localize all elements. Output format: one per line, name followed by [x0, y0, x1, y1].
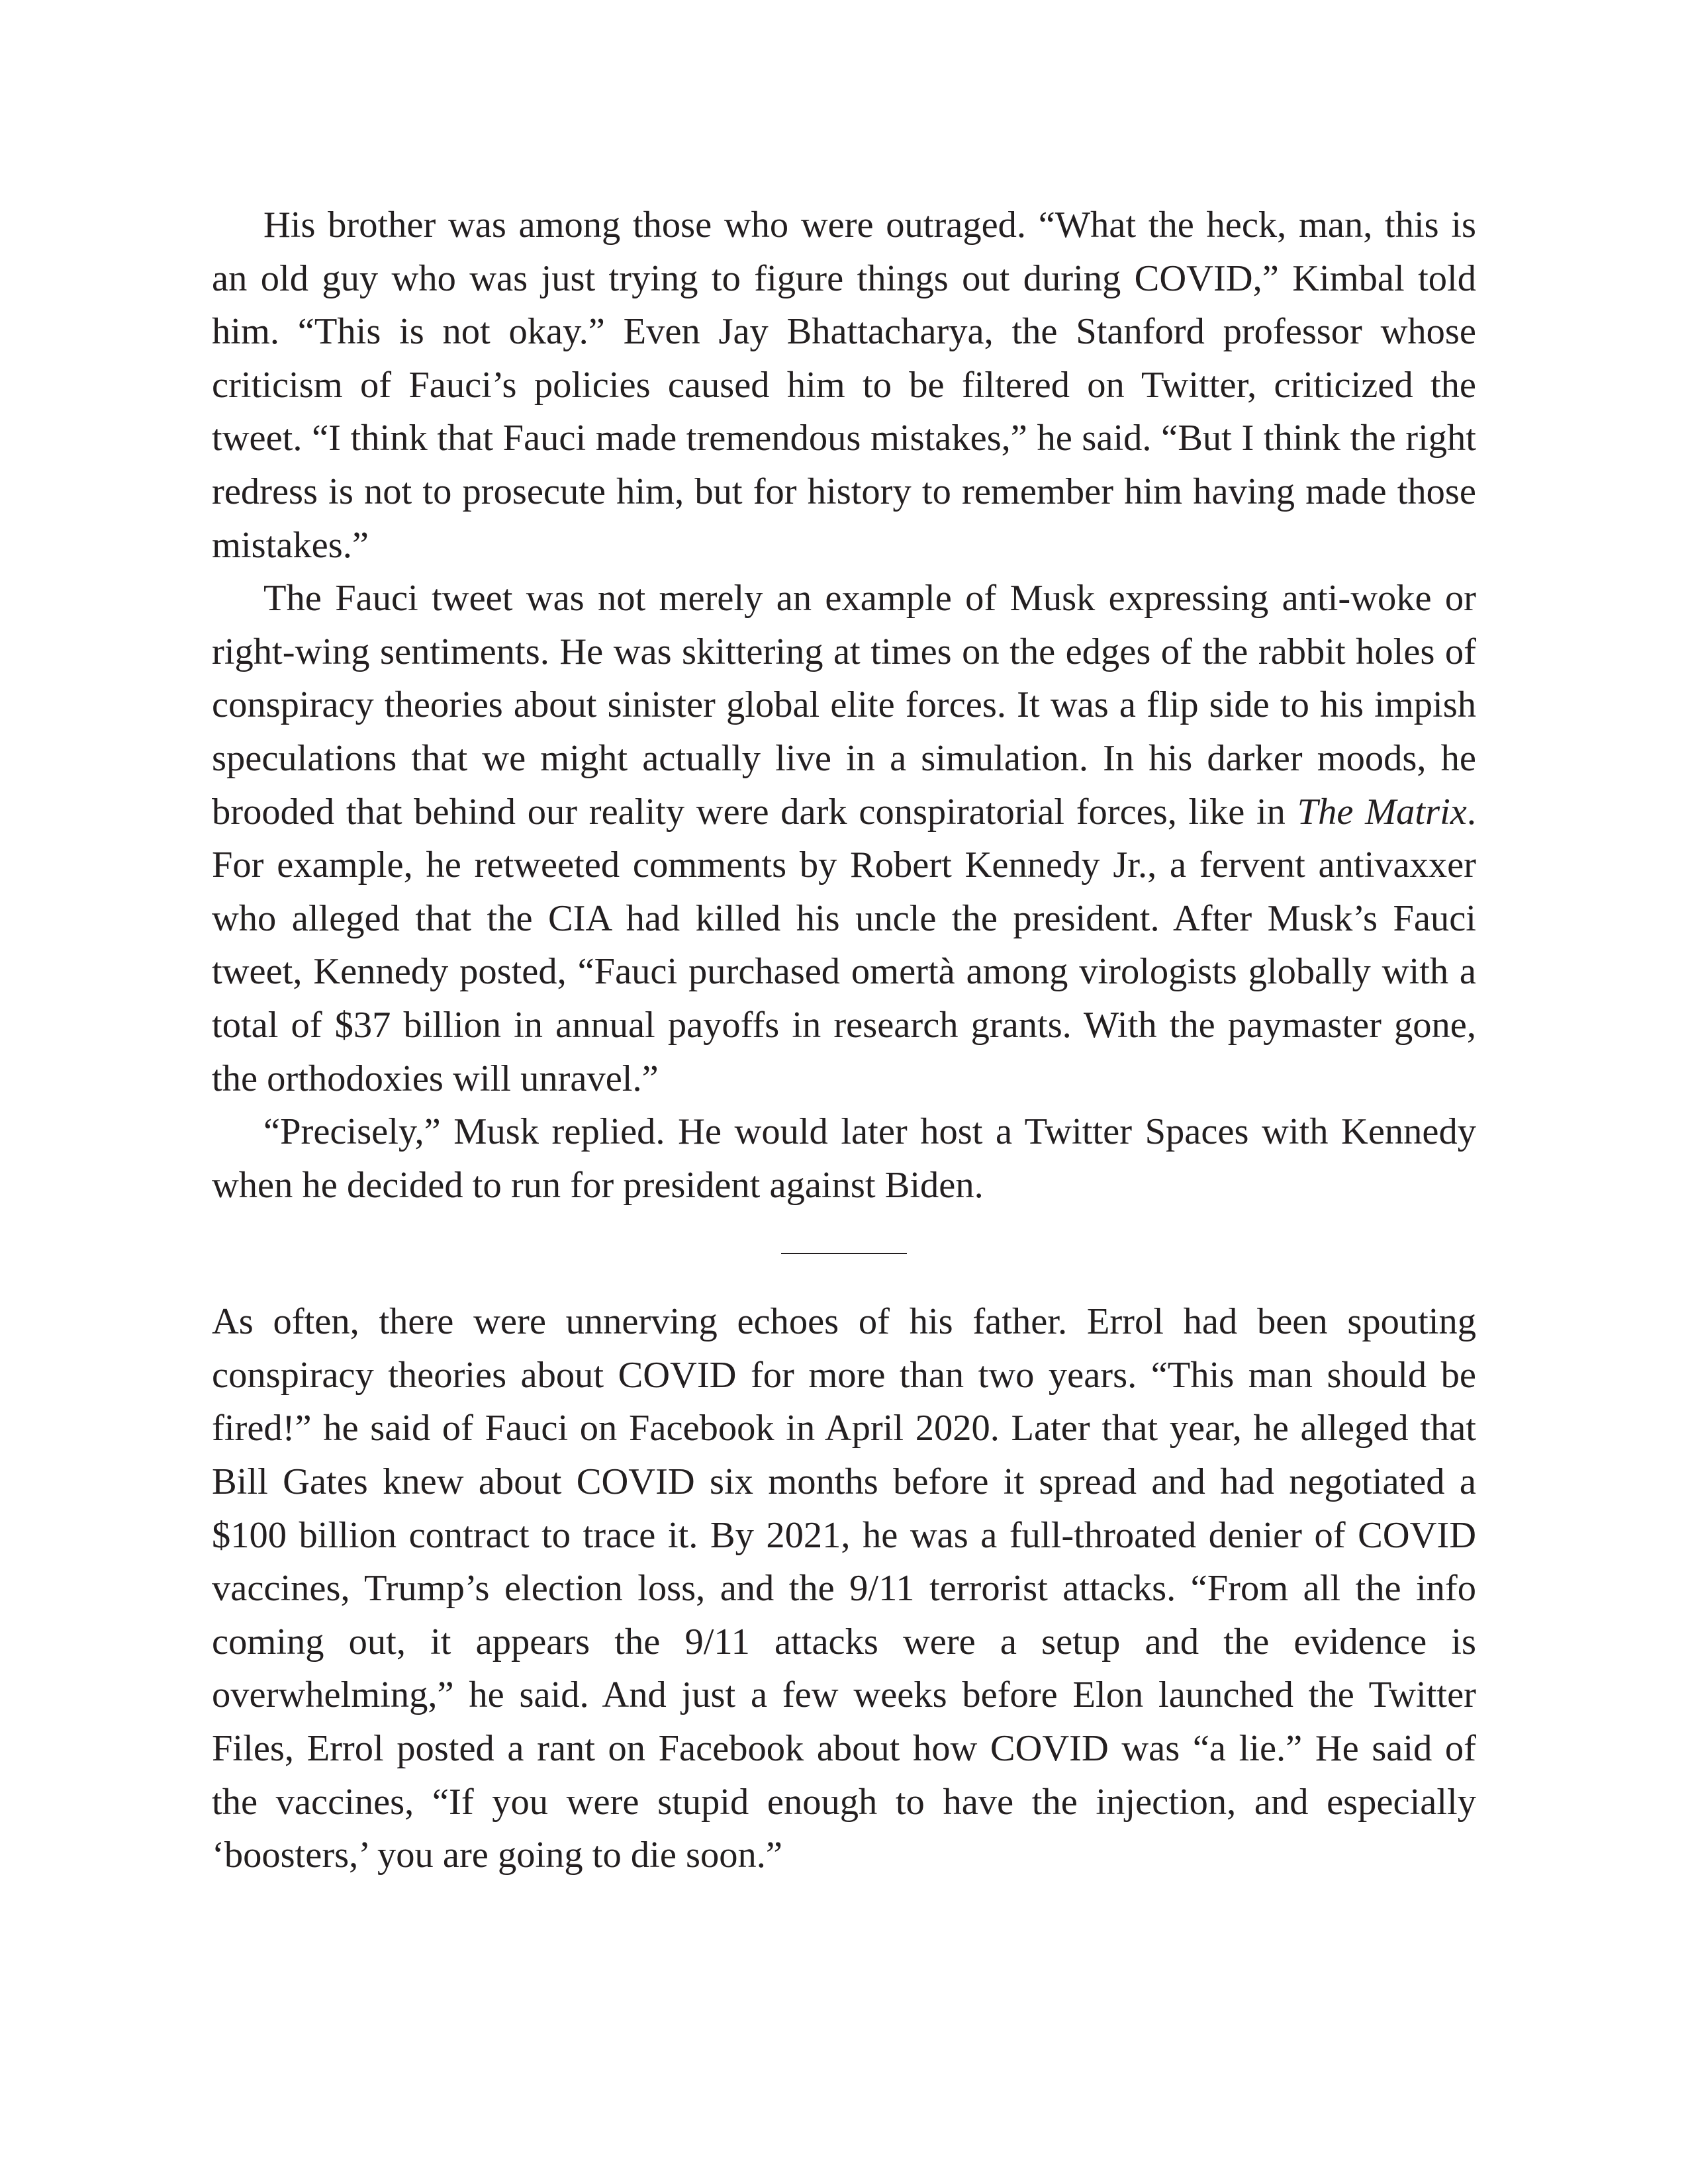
page-body [212, 199, 1476, 1882]
paragraph-fauci-tweet-text-2: . For example, he retweeted comments by Robert Kennedy Jr., a fervent antivaxxer who alleged that the CIA had killed his uncle the president. After Musk’s Fauci tweet, Kennedy posted, “Fauci purchased omertà among virologists globally with a total of $37 billion in annual payoffs in research grants. With the paymaster gone, the orthodoxies will unravel.” [212, 791, 1476, 1099]
paragraph-precisely-reply: “Precisely,” Musk replied. He would later host a Twitter Spaces with Kennedy when he decided to run for president against Biden. [212, 1111, 1476, 1206]
paragraph-fauci-tweet [212, 572, 1476, 1105]
section-divider [781, 1253, 907, 1254]
paragraph-fauci-tweet-text-1: The Fauci tweet was not merely an example of Musk expressing anti-woke or right-wing sentiments. He was skittering at times on the edges of the rabbit holes of conspiracy theories about sinister global elite forces. It was a flip side to his impish speculations that we might actually live in a simulation. In his darker moods, he brooded that behind our reality were dark conspiratorial forces, like in [212, 578, 1476, 833]
italic-title-the-matrix: The Matrix [1297, 791, 1467, 833]
paragraph-father-echoes: As often, there were unnerving echoes of his father. Errol had been spouting conspiracy theories about COVID for more than two years. “This man should be fired!” he said of Fauci on Facebook in April 2020. Later that year, he alleged that Bill Gates knew about COVID six months before it spread and had negotiated a $100 billion contract to trace it. By 2021, he was a full-throated denier of COVID vaccines, Trump’s election loss, and the 9/11 terrorist attacks. “From all the info coming out, it appears the 9/11 attacks were a setup and the evidence is overwhelming,” he said. And just a few weeks before Elon launched the Twitter Files, Errol posted a rant on Facebook about how COVID was “a lie.” He said of the vaccines, “If you were stupid enough to have the injection, and especially ‘boosters,’ you are going to die soon.” [212, 1301, 1476, 1876]
paragraph-brother-outraged: His brother was among those who were outraged. “What the heck, man, this is an old guy who was just trying to figure things out during COVID,” Kimbal told him. “This is not okay.” Even Jay Bhattacharya, the Stanford professor whose criticism of Fauci’s policies caused him to be filtered on Twitter, criticized the tweet. “I think that Fauci made tremendous mistakes,” he said. “But I think the right redress is not to prosecute him, but for history to remember him having made those mistakes.” [212, 205, 1476, 566]
